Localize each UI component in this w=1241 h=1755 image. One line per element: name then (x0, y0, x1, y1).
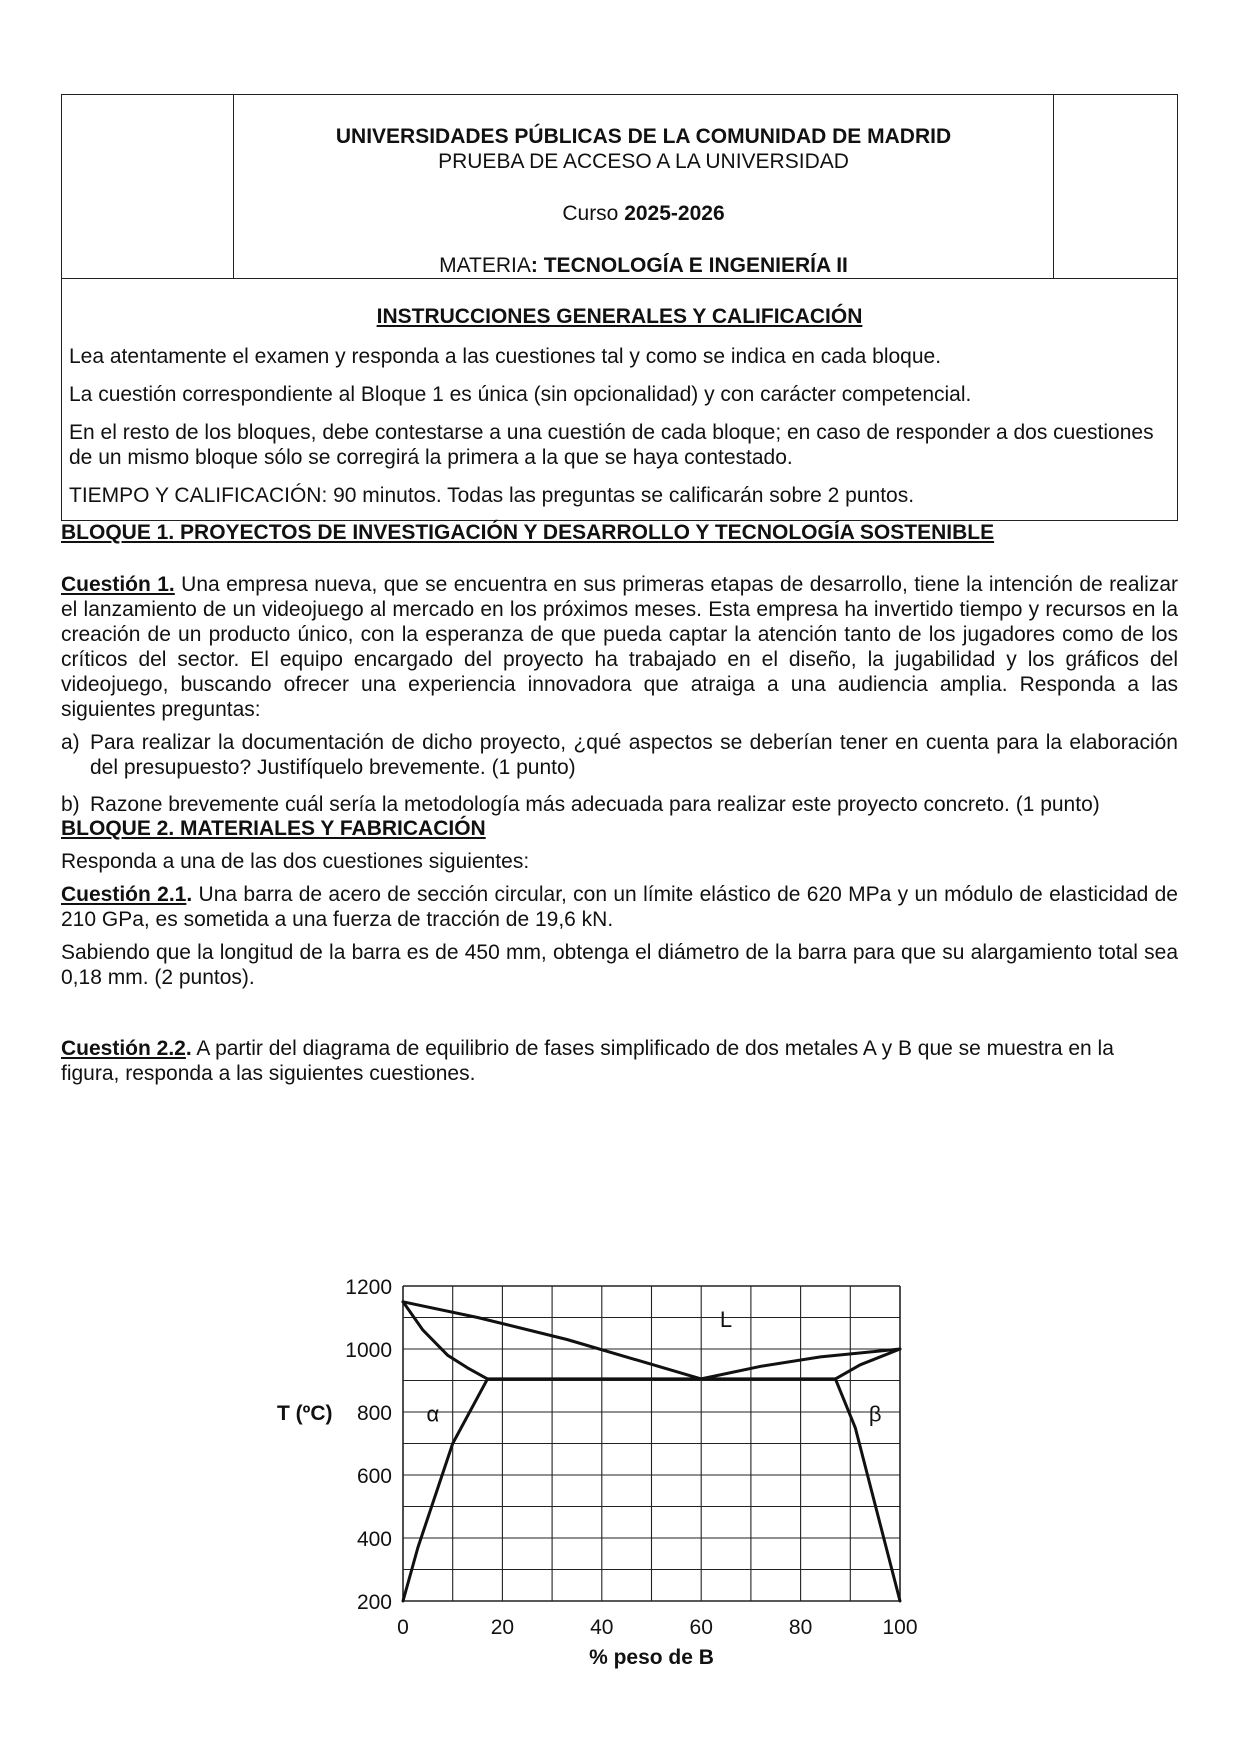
instructions-title: INSTRUCCIONES GENERALES Y CALIFICACIÓN (376, 305, 863, 328)
x-tick-label: 60 (689, 1616, 713, 1639)
phase-boundary-line-2 (403, 1302, 488, 1379)
instruction-4: TIEMPO Y CALIFICACIÓN: 90 minutos. Todas las preguntas se calificarán sobre 2 puntos. (69, 484, 915, 507)
question-2-1-label: Cuestión 2.1 (61, 883, 187, 906)
x-tick-label: 40 (590, 1616, 614, 1639)
subject-value: : TECNOLOGÍA E INGENIERÍA II (530, 254, 848, 277)
question-2-2-text: A partir del diagrama de equilibrio de fases simplificado de dos metales A y B que se muestra en la figura, responda a las siguientes cuestiones. (61, 1037, 1114, 1085)
item-b-label: b) (61, 793, 80, 816)
question-2-1-part2: Sabiendo que la longitud de la barra es de 450 mm, obtenga el diámetro de la barra para que su alargamiento total sea 0,18 mm. (2 puntos). (61, 941, 1178, 989)
x-tick-label: 80 (788, 1616, 813, 1639)
item-a-label: a) (61, 731, 80, 754)
item-a-text: Para realizar la documentación de dicho proyecto, ¿qué aspectos se deberían tener en cuenta para la elaboración del presupuesto? Justifíquelo brevemente. (1 punto) (90, 731, 1178, 779)
question-2-1-dot: . (186, 883, 193, 906)
course-value: 2025-2026 (624, 202, 725, 225)
y-tick-label: 400 (356, 1528, 392, 1551)
university-name: UNIVERSIDADES PÚBLICAS DE LA COMUNIDAD DE MADRID (335, 125, 952, 148)
course-label: Curso (562, 202, 625, 225)
region-label: L (719, 1306, 733, 1332)
block2-intro: Responda a una de las dos cuestiones siguientes: (61, 850, 530, 873)
y-tick-label: 800 (356, 1402, 392, 1425)
block2-title: BLOQUE 2. MATERIALES Y FABRICACIÓN (61, 817, 486, 840)
y-tick-label: 1000 (345, 1339, 392, 1362)
item-b-text: Razone brevemente cuál sería la metodología más adecuada para realizar este proyecto concreto. (1 punto) (90, 793, 1100, 816)
question-2-1-text: Una barra de acero de sección circular, con un límite elástico de 620 MPa y un módulo de elasticidad de 210 GPa, es sometida a una fuerza de tracción de 19,6 kN. (61, 883, 1178, 931)
question-1-label: Cuestión 1. (61, 573, 175, 596)
instruction-2: La cuestión correspondiente al Bloque 1 es única (sin opcionalidad) y con carácter competencial. (69, 383, 972, 406)
y-tick-label: 600 (356, 1465, 392, 1488)
chart-grid (403, 1286, 900, 1601)
question-2-2-label: Cuestión 2.2 (61, 1037, 186, 1060)
y-tick-label: 1200 (345, 1276, 392, 1299)
question-2-2-dot: . (185, 1037, 192, 1060)
y-axis-label: T (ºC) (277, 1402, 333, 1425)
x-axis-label: % peso de B (589, 1646, 714, 1669)
subject-label: MATERIA (439, 254, 531, 277)
block1-title: BLOQUE 1. PROYECTOS DE INVESTIGACIÓN Y DESARROLLO Y TECNOLOGÍA SOSTENIBLE (61, 521, 995, 544)
y-tick-label: 200 (356, 1591, 392, 1614)
region-label: α (426, 1401, 440, 1427)
chart-labels (277, 1276, 918, 1669)
x-tick-label: 100 (882, 1616, 918, 1639)
question-1-text: Una empresa nueva, que se encuentra en sus primeras etapas de desarrollo, tiene la intención de realizar el lanzamiento de un videojuego al mercado en los próximos meses. Esta empresa ha invertido tiempo y recursos en la creación de un producto único, con la esperanza de que pueda captar la atención tanto de los jugadores como de los críticos del sector. El equipo encargado del proyecto ha trabajado en el diseño, la jugabilidad y los gráficos del videojuego, buscando ofrecer una experiencia innovadora que atraiga a una audiencia amplia. Responda a las siguientes preguntas: (61, 573, 1178, 721)
x-tick-label: 20 (490, 1616, 515, 1639)
instruction-3: En el resto de los bloques, debe contestarse a una cuestión de cada bloque; en caso de responder a dos cuestiones de un mismo bloque sólo se corregirá la primera a la que se haya contestado. (69, 421, 1154, 469)
region-label: β (868, 1401, 882, 1427)
instruction-1: Lea atentamente el examen y responda a las cuestiones tal y como se indica en cada bloque. (69, 345, 942, 368)
exam-name: PRUEBA DE ACCESO A LA UNIVERSIDAD (438, 150, 849, 173)
x-tick-label: 0 (397, 1616, 409, 1639)
